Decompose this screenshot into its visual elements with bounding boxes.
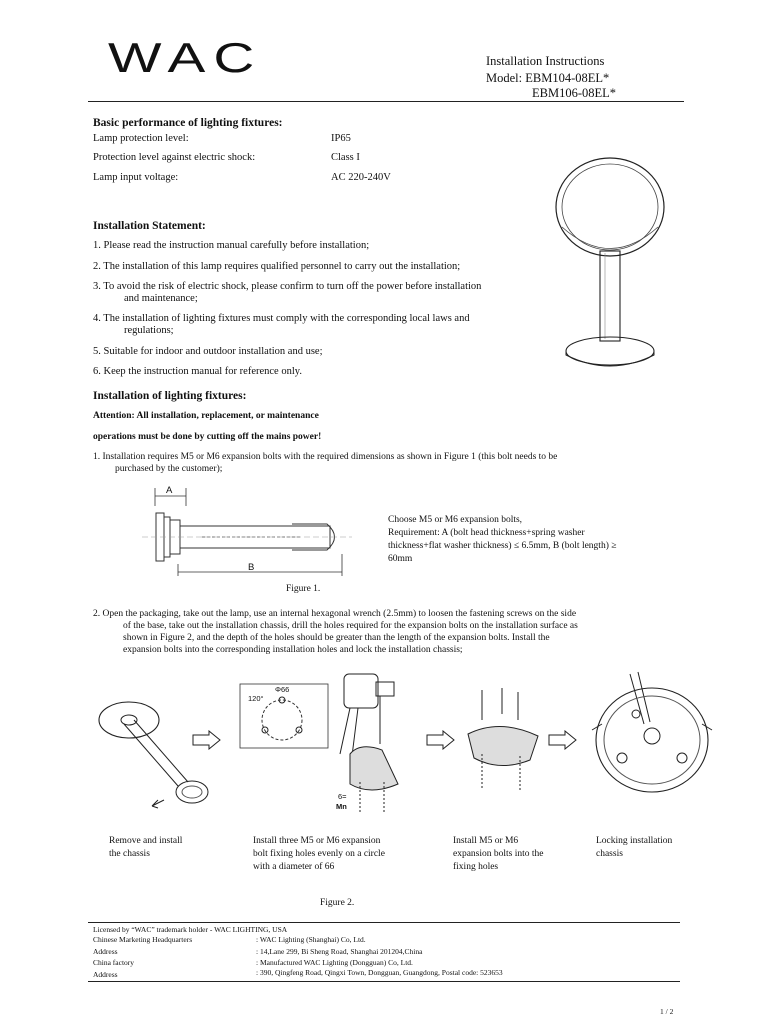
footer-label-4: Address — [93, 970, 118, 979]
bollard-lamp-illustration — [550, 155, 670, 370]
bolt-label-a: A — [166, 485, 173, 496]
perf-label-3: Lamp input voltage: — [93, 172, 179, 183]
step2-line-3: shown in Figure 2, and the depth of the holes should be greater than the length of the expansion bolts. Install the — [123, 633, 550, 643]
angle-label: 120° — [248, 694, 264, 703]
attention-line-2: operations must be done by cutting off the mains power! — [93, 432, 322, 442]
bolt-note-2: Requirement: A (bolt head thickness+spring washer — [388, 528, 585, 538]
caption-1-line-2: the chassis — [109, 849, 150, 859]
model-line-2: EBM106-08EL* — [532, 86, 617, 100]
page-number: 1 / 2 — [660, 1007, 674, 1016]
wac-logo: WAC — [108, 34, 263, 81]
statement-item-6: 6. Keep the instruction manual for reference only. — [93, 366, 302, 377]
bolt-note-3: thickness+flat washer thickness) ≤ 6.5mm, B (bolt length) ≥ — [388, 541, 617, 551]
attention-line-1: Attention: All installation, replacement, or maintenance — [93, 411, 319, 421]
caption-2-line-3: with a diameter of 66 — [253, 862, 335, 872]
statement-item-2: 2. The installation of this lamp requires qualified personnel to carry out the installation; — [93, 261, 461, 272]
bolt-note-4: 60mm — [388, 554, 413, 564]
perf-value-3: AC 220-240V — [331, 172, 391, 183]
statement-item-4: 4. The installation of lighting fixtures must comply with the corresponding local laws and — [93, 313, 470, 324]
caption-3-line-1: Install M5 or M6 — [453, 836, 519, 846]
footer-label-3: China factory — [93, 958, 135, 967]
license-text: Licensed by “WAC” trademark holder - WAC LIGHTING, USA — [93, 925, 288, 934]
perf-label-2: Protection level against electric shock: — [93, 152, 256, 163]
step2-line-4: expansion bolts into the corresponding installation holes and lock the installation chassis; — [123, 645, 463, 655]
footer-label-2: Address — [93, 947, 118, 956]
doc-title: Installation Instructions — [486, 54, 605, 68]
step1-text: 1. Installation requires M5 or M6 expansion bolts with the required dimensions as shown in Figure 1 (this bolt needs to be — [93, 452, 558, 462]
locking-chassis-drawing — [586, 670, 722, 800]
figure1-caption: Figure 1. — [286, 584, 321, 594]
arrow-icon-1 — [192, 730, 222, 750]
statement-item-4-cont: regulations; — [124, 325, 174, 336]
performance-heading: Basic performance of lighting fixtures: — [93, 117, 283, 129]
footer-value-3: : Manufactured WAC Lighting (Dongguan) Co, Ltd. — [256, 958, 413, 967]
perf-value-2: Class I — [331, 152, 360, 163]
footer-rule — [88, 922, 680, 923]
caption-2-line-2: bolt fixing holes evenly on a circle — [253, 849, 385, 859]
fixtures-heading: Installation of lighting fixtures: — [93, 390, 247, 402]
depth-unit: Mn — [336, 802, 347, 811]
caption-3-line-2: expansion bolts into the — [453, 849, 544, 859]
caption-4-line-2: chassis — [596, 849, 623, 859]
statement-item-5: 5. Suitable for indoor and outdoor installation and use; — [93, 346, 323, 357]
bolt-label-b: B — [248, 562, 255, 573]
caption-4-line-1: Locking installation — [596, 836, 673, 846]
footer-value-1: : WAC Lighting (Shanghai) Co, Ltd. — [256, 935, 366, 944]
depth-label: 6= — [338, 792, 347, 801]
arrow-icon-2 — [426, 730, 456, 750]
caption-2-line-1: Install three M5 or M6 expansion — [253, 836, 381, 846]
statement-heading: Installation Statement: — [93, 220, 206, 232]
step2-line-2: of the base, take out the installation chassis, drill the holes required for the expansion bolts on the installation surface as — [123, 621, 578, 631]
statement-item-3-cont: and maintenance; — [124, 293, 198, 304]
bolt-note-1: Choose M5 or M6 expansion bolts, — [388, 515, 523, 525]
footer-rule-bottom — [88, 981, 680, 982]
step2-line-1: 2. Open the packaging, take out the lamp, use an internal hexagonal wrench (2.5mm) to loosen the fastening screws on the side — [93, 609, 577, 619]
arrow-icon-3 — [548, 730, 578, 750]
statement-item-1: 1. Please read the instruction manual carefully before installation; — [93, 240, 370, 251]
step1-text-cont: purchased by the customer); — [115, 464, 223, 474]
remove-chassis-drawing — [94, 690, 214, 820]
footer-value-4: : 390, Qingfeng Road, Qingxi Town, Dongguan, Guangdong, Postal code: 523653 — [256, 968, 503, 977]
model-line-1: Model: EBM104-08EL* — [486, 71, 610, 85]
expansion-bolt-drawing — [142, 484, 352, 579]
perf-label-1: Lamp protection level: — [93, 133, 189, 144]
install-bolts-drawing — [460, 684, 550, 794]
footer-label-1: Chinese Marketing Headquarters — [93, 935, 193, 944]
caption-1-line-1: Remove and install — [109, 836, 183, 846]
diameter-label: Φ66 — [275, 685, 290, 694]
perf-value-1: IP65 — [331, 133, 351, 144]
caption-3-line-3: fixing holes — [453, 862, 499, 872]
footer-value-2: : 14,Lane 299, Bi Sheng Road, Shanghai 201204,China — [256, 947, 423, 956]
header-rule — [88, 101, 684, 102]
statement-item-3: 3. To avoid the risk of electric shock, please confirm to turn off the power before installation — [93, 281, 482, 292]
figure2-caption: Figure 2. — [320, 898, 355, 908]
